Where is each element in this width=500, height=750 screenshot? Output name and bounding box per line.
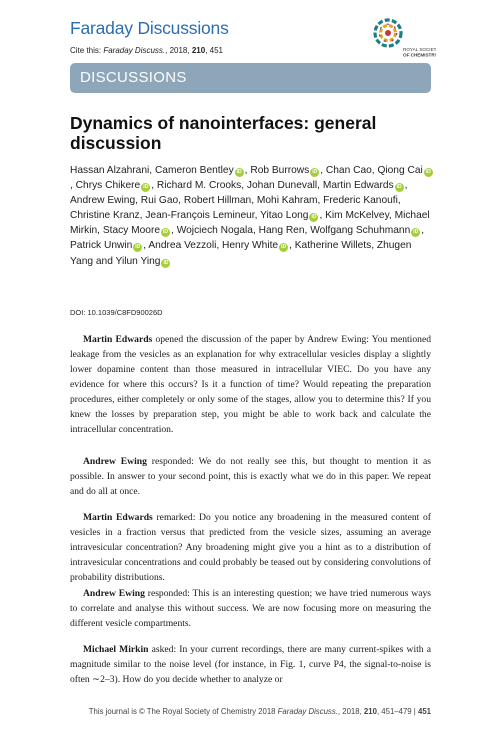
speaker-name: Michael Mirkin <box>83 644 149 655</box>
author-name: Wolfgang Schuhmann <box>310 225 411 237</box>
footer-pages: , 451–479 <box>376 707 412 716</box>
cite-page: , 451 <box>205 46 223 55</box>
footer-separator: | <box>411 707 418 716</box>
paragraph-text: opened the discussion of the paper by Andrew Ewing: You mentioned leakage from the vesicles as an explanation for why extracellular vesicles display a slightly lower dopamine content than those measured in intracellular VIEC. Do you have any evidence for where this occurs? Is it a function of time? Would repeating the preparation procedures, either completely or only some of the stages, allow you to determine this? If you knew the losses by preparation step, you might be able to work back and calculate the intracellular concentration. <box>70 334 432 435</box>
orcid-icon[interactable]: iD <box>143 184 149 191</box>
author-name: Zhugen Yang <box>70 240 412 267</box>
author-name: Christine Kranz <box>70 210 140 222</box>
orcid-icon[interactable]: iD <box>236 169 242 175</box>
footer-volume: 210 <box>363 707 377 716</box>
discussion-paragraph <box>70 510 431 585</box>
footer-year: , 2018, <box>337 707 364 716</box>
author-name: Chrys Chikere <box>75 180 141 192</box>
author-name: Jean-François Lemineur <box>145 210 255 222</box>
paragraph-text: remarked: Do you notice any broadening in the measured content of vesicles in a fraction versus that predicted from the vesicle sizes, assuming an average intravesicular concentration? Any broadening might give you a hint as to a distribution of intravesicular concentrations and could probably be teased out by considering convolutions of probability distributions. <box>70 512 431 583</box>
author-name: Yitao Long <box>260 210 309 222</box>
logo-line-2: OF CHEMISTRY <box>403 52 436 58</box>
author-name: Richard M. Crooks <box>156 180 242 192</box>
orcid-icon[interactable]: iD <box>281 244 287 251</box>
author-name: Martin Edwards <box>322 180 394 192</box>
orcid-icon[interactable]: iD <box>135 244 141 251</box>
speaker-name: Martin Edwards <box>83 512 153 523</box>
footer-copyright: This journal is © The Royal Society of Chemistry 2018 <box>88 707 276 716</box>
author-name: Hang Ren <box>258 225 305 237</box>
author-list: Hassan Alzahrani, Cameron Bentley iD , Rob Burrows iD , Chan Cao, Qiong Cai iD, Chrys Chikere iD , Richard M. Crooks, Johan Dunevall, Martin Edwards iD , Andrew Ewing, Rui Gao, Robert Hillman, Mohi Kahram, Frederic Kanoufi, Christine Kranz, Jean-François Lemineur, Yitao Long iD , Kim McKelvey, Michael Mirkin, Stacy Moore iD , Wojciech Nogala, Hang Ren, Wolfgang Schuhmann iD , Patrick Unwin iD , Andrea Vezzoli, Henry White iD , Katherine Willets, Zhugen Yang and Yilun Ying iD <box>70 165 431 267</box>
discussion-paragraph <box>70 454 431 499</box>
footer-journal: Faraday Discuss. <box>277 707 338 716</box>
discussion-paragraph <box>70 332 431 437</box>
paragraph-text: asked: In your current recordings, there are many current-spikes with a magnitude similar to the noise level (for instance, in Fig. 1, curve P4, the signal-to-noise is often ∼2–3). How do you decide whether to analyze or <box>70 644 432 685</box>
speaker-name: Andrew Ewing <box>83 588 145 599</box>
author-name: Stacy Moore <box>102 225 161 237</box>
discussion-paragraph <box>70 642 431 687</box>
author-name: Katherine Willets <box>294 240 372 252</box>
discussion-paragraph <box>70 586 431 631</box>
author-name: Hassan Alzahrani <box>70 165 150 176</box>
orcid-icon[interactable]: iD <box>163 259 169 266</box>
paragraph-text: responded: We do not really see this, but thought to mention it as possible. In answer to your second point, this is exactly what we do in this paper. We repeat and do all at once. <box>70 456 431 497</box>
orcid-icon[interactable]: iD <box>396 184 402 191</box>
paragraph-text: responded: This is an interesting question; we have tried numerous ways to correlate and analyse this without success. We are now focusing more on measuring the different vesicle compartments. <box>70 588 431 629</box>
cite-year: , 2018, <box>165 46 192 55</box>
cite-volume: 210 <box>191 46 206 55</box>
author-name: Qiong Cai <box>377 165 423 176</box>
author-name: Chan Cao <box>325 165 372 176</box>
logo-line-1: ROYAL SOCIETY <box>403 47 436 52</box>
citation-line <box>70 46 223 55</box>
orcid-icon[interactable]: iD <box>425 169 431 175</box>
journal-name: Faraday Discussions <box>70 18 229 38</box>
author-name: Yilun Ying <box>115 255 161 267</box>
rsc-logo <box>372 9 436 61</box>
article-title: Dynamics of nanointerfaces: general discussion <box>70 113 377 153</box>
page-number: 451 <box>417 707 431 716</box>
author-name: Cameron Bentley <box>154 165 234 176</box>
author-name: Henry White <box>222 240 279 252</box>
cite-journal: Faraday Discuss. <box>103 46 166 55</box>
section-banner <box>70 63 431 93</box>
orcid-icon[interactable]: iD <box>163 229 169 236</box>
section-banner-label: DISCUSSIONS <box>80 69 187 86</box>
speaker-name: Martin Edwards <box>83 334 153 345</box>
author-name: Michael Mirkin <box>70 210 430 237</box>
author-name: Andrew Ewing <box>70 195 136 207</box>
author-name: Johan Dunevall <box>246 180 318 192</box>
author-name: Frederic Kanoufi <box>323 195 398 207</box>
author-name: Andrea Vezzoli <box>148 240 217 252</box>
author-name: Mohi Kahram <box>256 195 318 207</box>
author-name: Patrick Unwin <box>70 240 133 252</box>
author-name: Wojciech Nogala <box>176 225 253 237</box>
author-name: Robert Hillman <box>183 195 252 207</box>
doi: DOI: 10.1039/C8FD90026D <box>70 308 163 317</box>
speaker-name: Andrew Ewing <box>83 456 147 467</box>
orcid-icon[interactable]: iD <box>413 229 419 236</box>
author-name: Rui Gao <box>140 195 179 207</box>
page-footer <box>0 707 431 716</box>
orcid-icon[interactable]: iD <box>311 214 317 221</box>
orcid-icon[interactable]: iD <box>312 169 318 175</box>
author-name: Kim McKelvey <box>325 210 389 222</box>
author-name: Rob Burrows <box>250 165 310 176</box>
cite-prefix: Cite this: <box>70 46 104 55</box>
